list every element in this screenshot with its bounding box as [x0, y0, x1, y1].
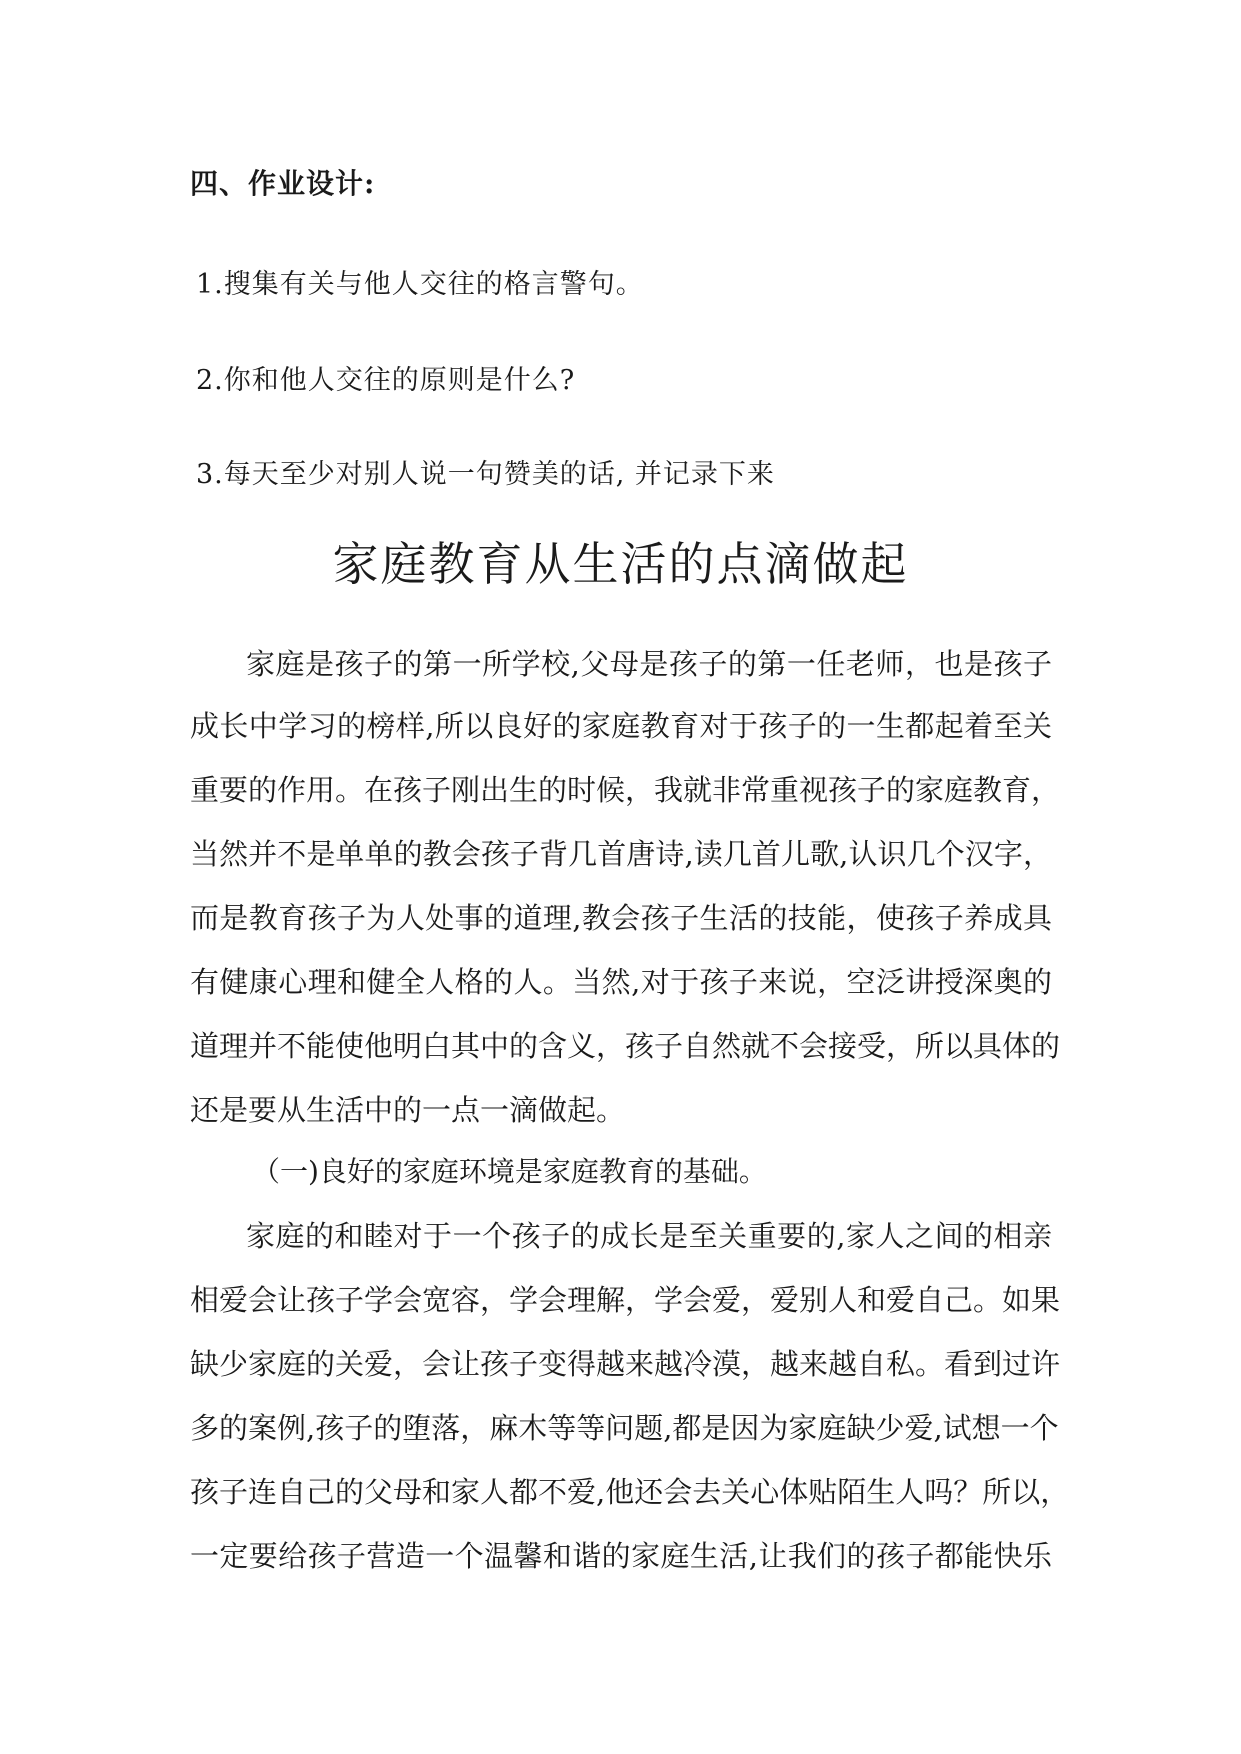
paragraph-2-line: 一定要给孩子营造一个温馨和谐的家庭生活,让我们的孩子都能快乐 — [190, 1539, 1052, 1573]
paragraph-1-line: 而是教育孩子为人处事的道理,教会孩子生活的技能，使孩子养成具 — [190, 901, 1052, 935]
article-title: 家庭教育从生活的点滴做起 — [332, 537, 909, 591]
paragraph-1-line: 有健康心理和健全人格的人。当然,对于孩子来说，空泛讲授深奥的 — [190, 965, 1052, 999]
homework-item-2: 2.你和他人交往的原则是什么? — [196, 365, 576, 396]
paragraph-1-line: 当然并不是单单的教会孩子背几首唐诗,读几首儿歌,认识几个汉字， — [190, 837, 1052, 871]
section-subheading: （一)良好的家庭环境是家庭教育的基础。 — [252, 1155, 767, 1188]
paragraph-1-line: 还是要从生活中的一点一滴做起。 — [190, 1093, 626, 1127]
paragraph-2-line: 孩子连自己的父母和家人都不爱,他还会去关心体贴陌生人吗？所以， — [190, 1475, 1070, 1509]
paragraph-2-line: 家庭的和睦对于一个孩子的成长是至关重要的,家人之间的相亲 — [246, 1219, 1052, 1253]
homework-item-1: 1.搜集有关与他人交往的格言警句。 — [196, 269, 644, 300]
paragraph-2-line: 多的案例,孩子的堕落，麻木等等问题,都是因为家庭缺少爱,试想一个 — [190, 1411, 1059, 1445]
paragraph-1-line: 重要的作用。在孩子刚出生的时候，我就非常重视孩子的家庭教育， — [190, 773, 1061, 807]
paragraph-1-line: 成长中学习的榜样,所以良好的家庭教育对于孩子的一生都起着至关 — [190, 709, 1052, 743]
paragraph-1-line: 家庭是孩子的第一所学校,父母是孩子的第一任老师，也是孩子 — [246, 647, 1052, 681]
paragraph-1-line: 道理并不能使他明白其中的含义，孩子自然就不会接受，所以具体的 — [190, 1029, 1061, 1063]
paragraph-2-line: 缺少家庭的关爱，会让孩子变得越来越冷漠，越来越自私。看到过许 — [190, 1347, 1061, 1381]
homework-heading: 四、作业设计: — [190, 167, 376, 200]
paragraph-2-line: 相爱会让孩子学会宽容，学会理解，学会爱，爱别人和爱自己。如果 — [190, 1283, 1061, 1317]
homework-item-3: 3.每天至少对别人说一句赞美的话, 并记录下来 — [196, 459, 775, 490]
